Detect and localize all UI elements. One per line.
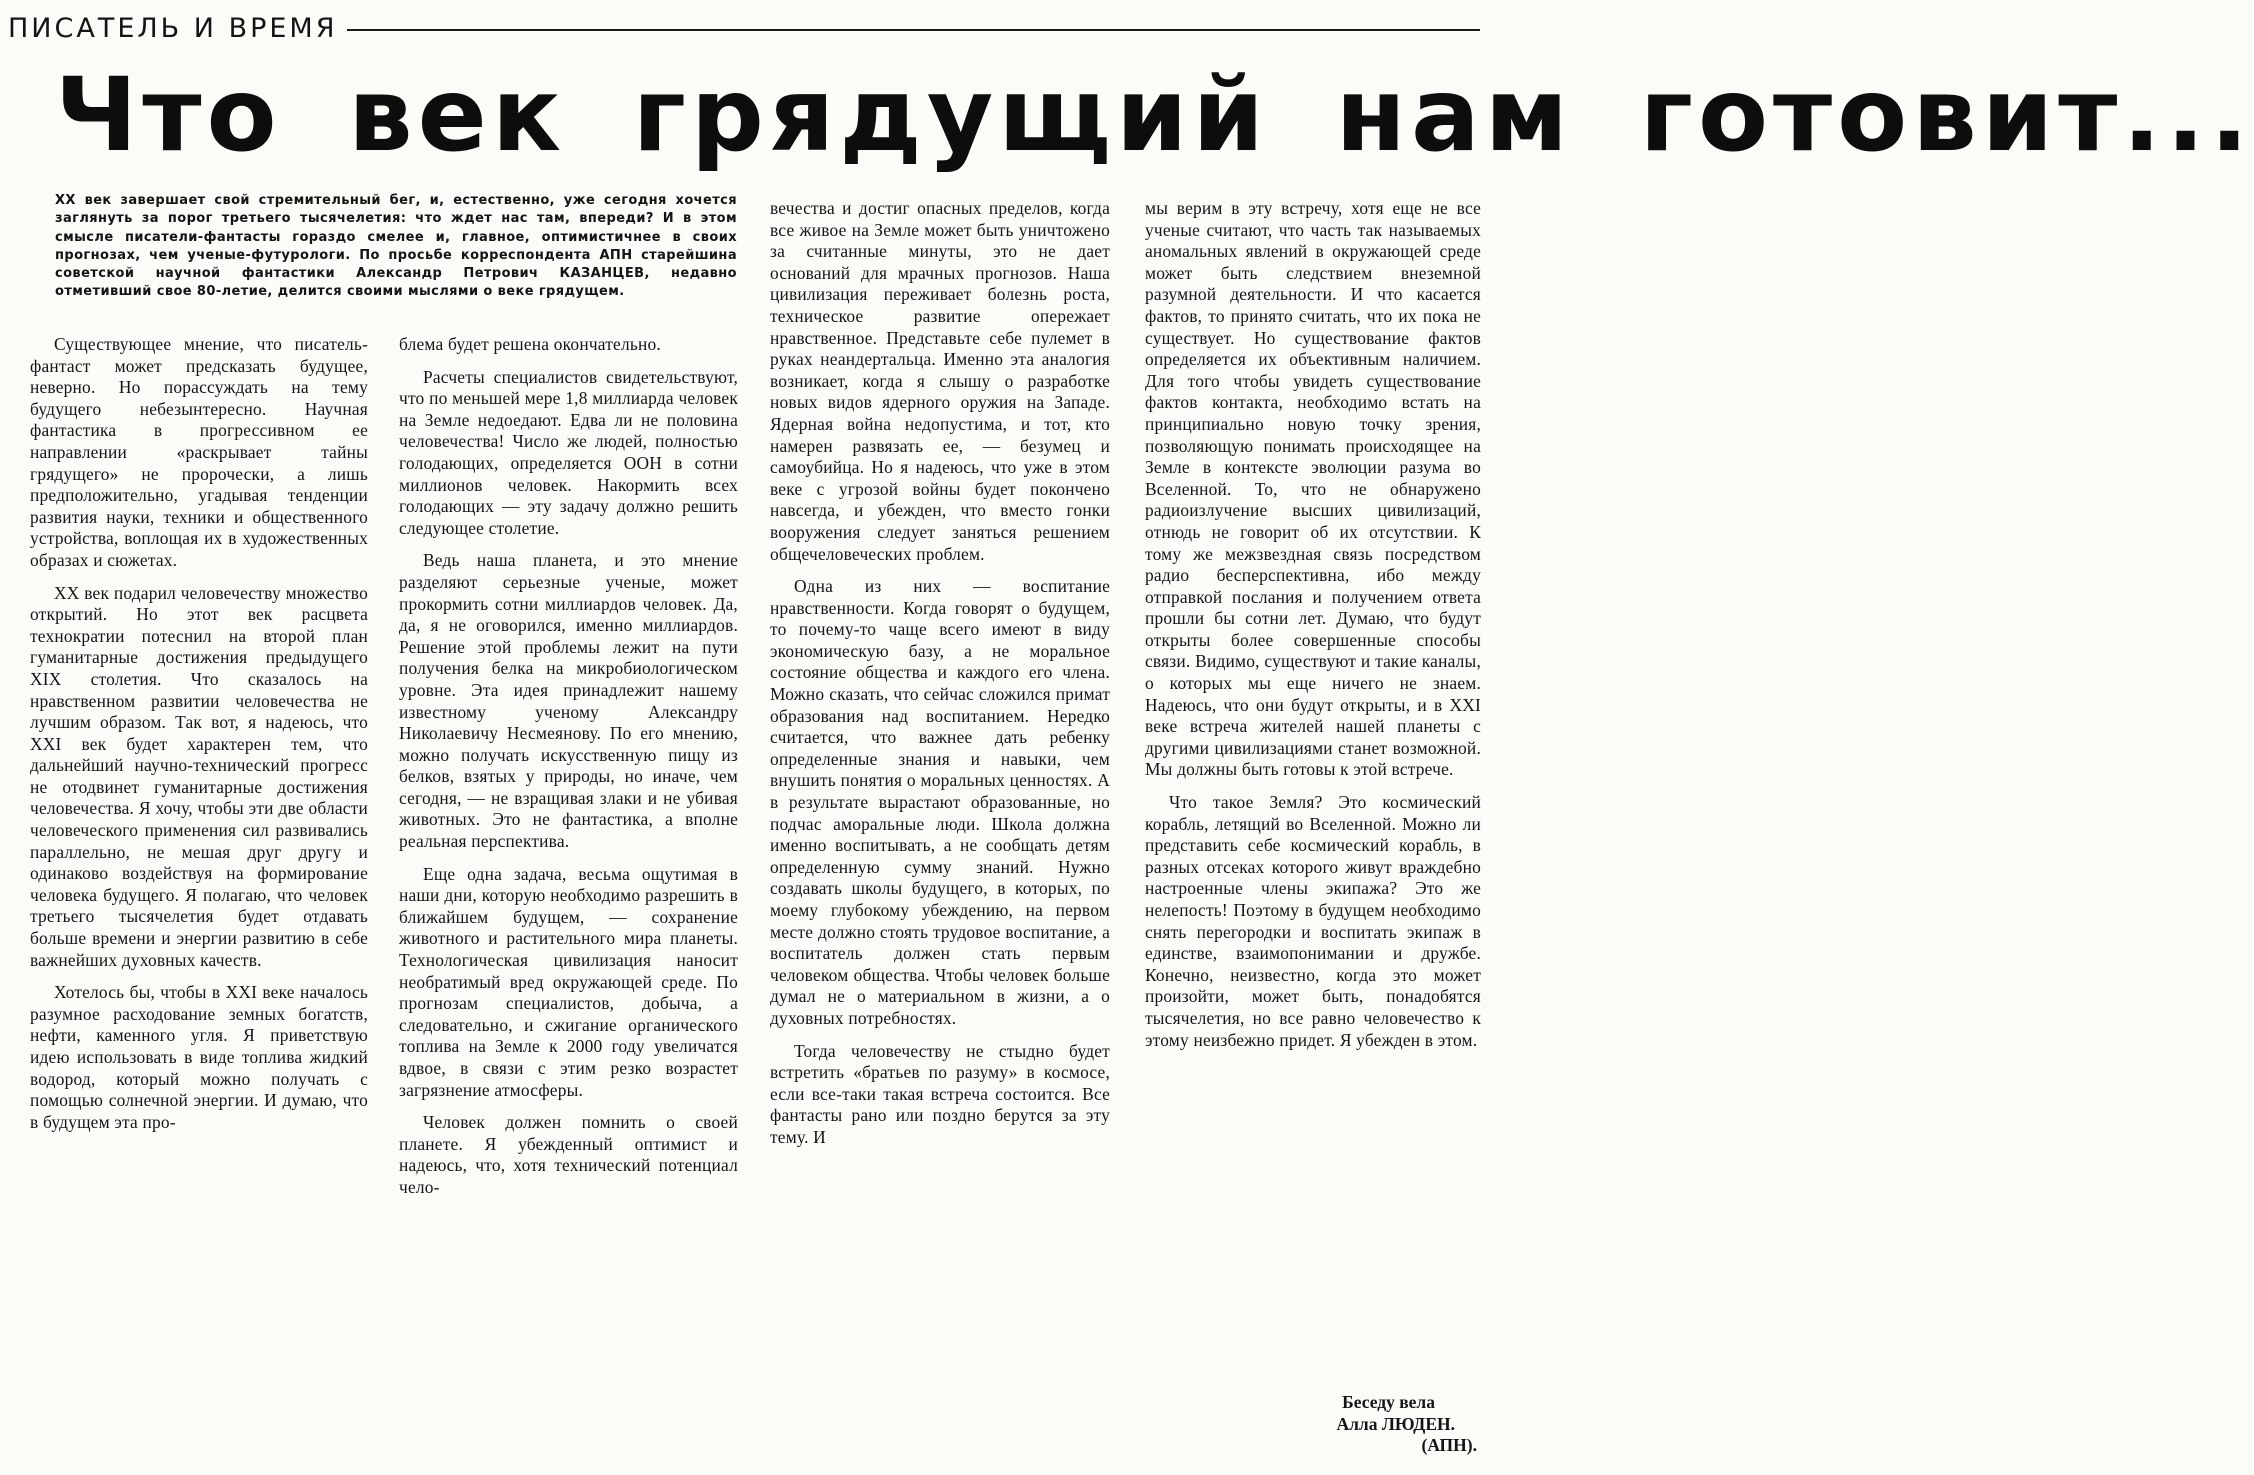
paragraph: Хотелось бы, чтобы в XXI веке началось разумное расходование земных богатств, нефти, каменного угля. Я приветствую идею использовать в виде топлива жидкий водород, который можно получать с помощью солнечной энергии. И думаю, что в будущем эта про- [30,982,368,1132]
article-column-1 [30,334,368,1133]
paragraph: XX век подарил человечеству множество открытий. Но этот век расцвета технократии потеснил на второй план гуманитарные достижения предыдущего XIX столетия. Что сказалось на нравственном развитии человечества не лучшим образом. Так вот, я надеюсь, что XXI век будет характерен тем, что дальнейший научно-технический прогресс не отодвинет гуманитарные достижения человечества. Я хочу, чтобы эти две области человеческого применения сил развивались параллельно, не мешая друг другу и одинаково воздействуя на формирование человека будущего. Я полагаю, что человек третьего тысячелетия будет отдавать больше времени и энергии развитию в себе важнейших духовных качеств. [30,582,368,970]
paragraph: Существующее мнение, что писатель-фантаст может предсказать будущее, неверно. Но порассуждать на тему будущего небезынтересно. Научная фантастика в прогрессивном ее направлении «раскрывает тайны грядущего» не пророчески, а лишь предположительно, угадывая тенденции развития науки, техники и общественного устройства, воплощая их в художественных образах и сюжетах. [30,334,368,570]
lead-paragraph [55,192,737,302]
paragraph-continued: вечества и достиг опасных пределов, когда все живое на Земле может быть уничтожено за считанные минуты, это не дает оснований для мрачных прогнозов. Наша цивилизация переживает болезнь роста, техническое развитие опережает нравственное. Представьте себе пулемет в руках неандертальца. Именно эта аналогия возникает, когда я слышу о разработке новых видов ядерного оружия на Западе. Ядерная война недопустима, и тот, кто намерен развязать ее, — безумец и самоубийца. Но я надеюсь, что уже в этом веке с угрозой войны будет покончено навсегда, и убежден, что вместо гонки вооружения следует заняться решением общечеловеческих проблем. [770,198,1110,564]
paragraph-continued: мы верим в эту встречу, хотя еще не все ученые считают, что часть так называемых аномальных явлений в окружающей среде может быть следствием внеземной разумной деятельности. И что касается фактов, то принято считать, что их пока не существует. Но существование фактов определяется их объективным наличием. Для того чтобы увидеть существование фактов контакта, необходимо встать на принципиально новую точку зрения, позволяющую понимать происходящее на Земле в контексте эволюции разума во Вселенной. То, что не обнаружено радиоизлучение высших цивилизаций, отнюдь не говорит об их отсутствии. К тому же межзвездная связь посредством радио бесперспективна, ибо между отправкой послания и получением ответа прошли бы сотни лет. Думаю, что будут открыты более совершенные способы связи. Видимо, существуют и такие каналы, о которых мы еще ничего не знаем. Надеюсь, что они будут открыты, и в XXI веке встреча жителей нашей планеты с другими цивилизациями станет возможной. Мы должны быть готовы к этой встрече. [1145,198,1481,780]
headline: Что век грядущий нам готовит... [55,56,2254,175]
byline-author: Алла ЛЮДЕН. [1336,1413,1455,1434]
paragraph: Тогда человечеству не стыдно будет встретить «братьев по разуму» в космосе, если все-таки такая встреча состоится. Все фантасты рано или поздно берутся за эту тему. И [770,1040,1110,1147]
paragraph: Ведь наша планета, и это мнение разделяют серьезные ученые, может прокормить сотни миллиардов человек. Да, да, я не оговорился, именно миллиардов. Решение этой проблемы лежит на пути получения белка на микробиологическом уровне. Эта идея принадлежит нашему известному ученому Александру Николаевичу Несмеянову. По его мнению, можно получать искусственную пищу из белков, взятых у природы, но иначе, чем сегодня, — не взращивая злаки и не убивая животных. Это не фантастика, а вполне реальная перспектива. [399,550,738,852]
article-column-2 [399,334,738,1199]
article-column-4 [1145,198,1481,1051]
rubric-row [8,12,1480,46]
paragraph: Человек должен помнить о своей планете. Я убежденный оптимист и надеюсь, что, хотя технический потенциал чело- [399,1112,738,1197]
paragraph-continued: блема будет решена окончательно. [399,334,661,354]
paragraph: Еще одна задача, весьма ощутимая в наши дни, которую необходимо разрешить в ближайшем будущем, — сохранение животного и растительного мира планеты. Технологическая цивилизация наносит необратимый вред окружающей среде. По прогнозам специалистов, добыча, а следовательно, и сжигание органического топлива на Земле к 2000 году увеличатся вдвое, в связи с этим резко возрастет загрязнение атмосферы. [399,863,738,1100]
byline-interviewer-label: Беседу вела [1342,1392,1435,1412]
article-column-3 [770,198,1110,1149]
paragraph: Что такое Земля? Это космический корабль, летящий во Вселенной. Можно ли представить себе космический корабль, в разных отсеках которого живут враждебно настроенные члены экипажа? Это же нелепость! Поэтому в будущем необходимо снять перегородки и воспитать экипаж в единстве, взаимопонимании и дружбе. Конечно, неизвестно, когда это может произойти, может быть, понадобятся тысячелетия, но все равно человечество к этому неизбежно придет. Я убежден в этом. [1145,792,1481,1050]
paragraph: Одна из них — воспитание нравственности. Когда говорят о будущем, то почему-то чаще всего имеют в виду экономическую базу, а не моральное состояние общества и каждого его члена. Можно сказать, что сейчас сложился примат образования над воспитанием. Нередко считается, что важнее дать ребенку определенные знания и навыки, чем внушить понятия о моральных ценностях. А в результате вырастают образованные, но подчас аморальные люди. Школа должна именно воспитывать, а не сообщать детям определенную сумму знаний. Нужно создавать школы будущего, в которых, по моему глубокому убеждению, на первом месте должно стоять трудовое воспитание, а воспитатель должен стать первым человеком общества. Чтобы человек больше думал не о материальном в жизни, а о духовных потребностях. [770,576,1110,1028]
rubric: ПИСАТЕЛЬ И ВРЕМЯ [8,12,347,46]
byline [1145,1392,1481,1457]
lead-text: XX век завершает свой стремительный бег, и, естественно, уже сегодня хочется заглянуть за порог третьего тысячелетия: что ждет нас там, впереди? И в этом смысле писатели-фантасты гораздо смелее и, главное, оптимистичнее в своих прогнозах, чем ученые-футурологи. По просьбе корреспондента АПН старейшина советской научной фантастики Александр Петрович КАЗАНЦЕВ, недавно отметивший свое 80-летие, делится своими мыслями о веке грядущем. [55,193,737,300]
byline-agency: (АПН). [1421,1435,1477,1456]
paragraph: Расчеты специалистов свидетельствуют, что по меньшей мере 1,8 миллиарда человек на Земле недоедают. Едва ли не половина человечества! Число же людей, полностью голодающих, определяется ООН в сотни миллионов человек. Накормить всех голодающих — эту задачу должно решить следующее столетие. [399,366,738,538]
